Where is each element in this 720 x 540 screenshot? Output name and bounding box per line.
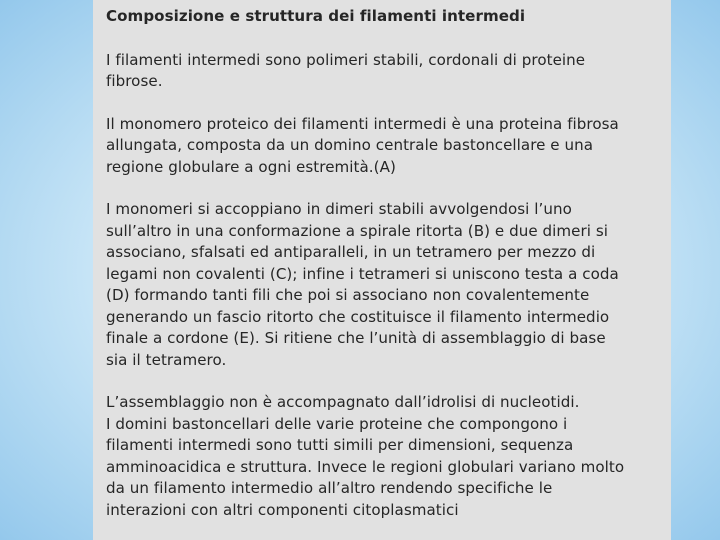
text-line: amminoacidica e struttura. Invece le regioni globulari variano molto: [106, 457, 625, 476]
text-line: sia il tetramero.: [106, 350, 227, 369]
text-line: I domini bastoncellari delle varie proteine che compongono i: [106, 414, 568, 433]
text-line: L’assemblaggio non è accompagnato dall’idrolisi di nucleotidi.: [106, 393, 580, 411]
text-line: da un filamento intermedio all’altro rendendo specifiche le: [106, 479, 553, 497]
paragraph-domains: [106, 392, 666, 521]
document-body: [106, 6, 666, 521]
paragraph-assembly: [106, 199, 666, 371]
text-line: generando un fascio ritorto che costituisce il filamento intermedio: [106, 307, 610, 326]
text-line: legami non covalenti (C); infine i tetrameri si uniscono testa a coda: [106, 264, 619, 283]
text-line: I monomeri si accoppiano in dimeri stabili avvolgendosi l’uno: [106, 200, 572, 218]
text-line: (D) formando tanti fili che poi si associano non covalentemente: [106, 286, 590, 304]
text-line: associano, sfalsati ed antiparalleli, in un tetramero per mezzo di: [106, 243, 596, 261]
text-line: allungata, composta da un domino centrale bastoncellare e una: [106, 136, 594, 154]
paragraph-monomer: [106, 114, 666, 179]
text-line: interazioni con altri componenti citoplasmatici: [106, 500, 459, 519]
text-line: I filamenti intermedi sono polimeri stabili, cordonali di proteine: [106, 50, 586, 69]
text-line: finale a cordone (E). Si ritiene che l’unità di assemblaggio di base: [106, 329, 606, 347]
text-line: filamenti intermedi sono tutti simili per dimensioni, sequenza: [106, 436, 574, 454]
text-line: regione globulare a ogni estremità.(A): [106, 157, 396, 176]
paragraph-definition: [106, 50, 666, 93]
slide-title: Composizione e struttura dei filamenti intermedi: [106, 7, 526, 25]
text-line: sull’altro in una conformazione a spirale ritorta (B) e due dimeri si: [106, 221, 609, 240]
text-line: fibrose.: [106, 72, 163, 90]
text-line: Il monomero proteico dei filamenti intermedi è una proteina fibrosa: [106, 114, 619, 133]
